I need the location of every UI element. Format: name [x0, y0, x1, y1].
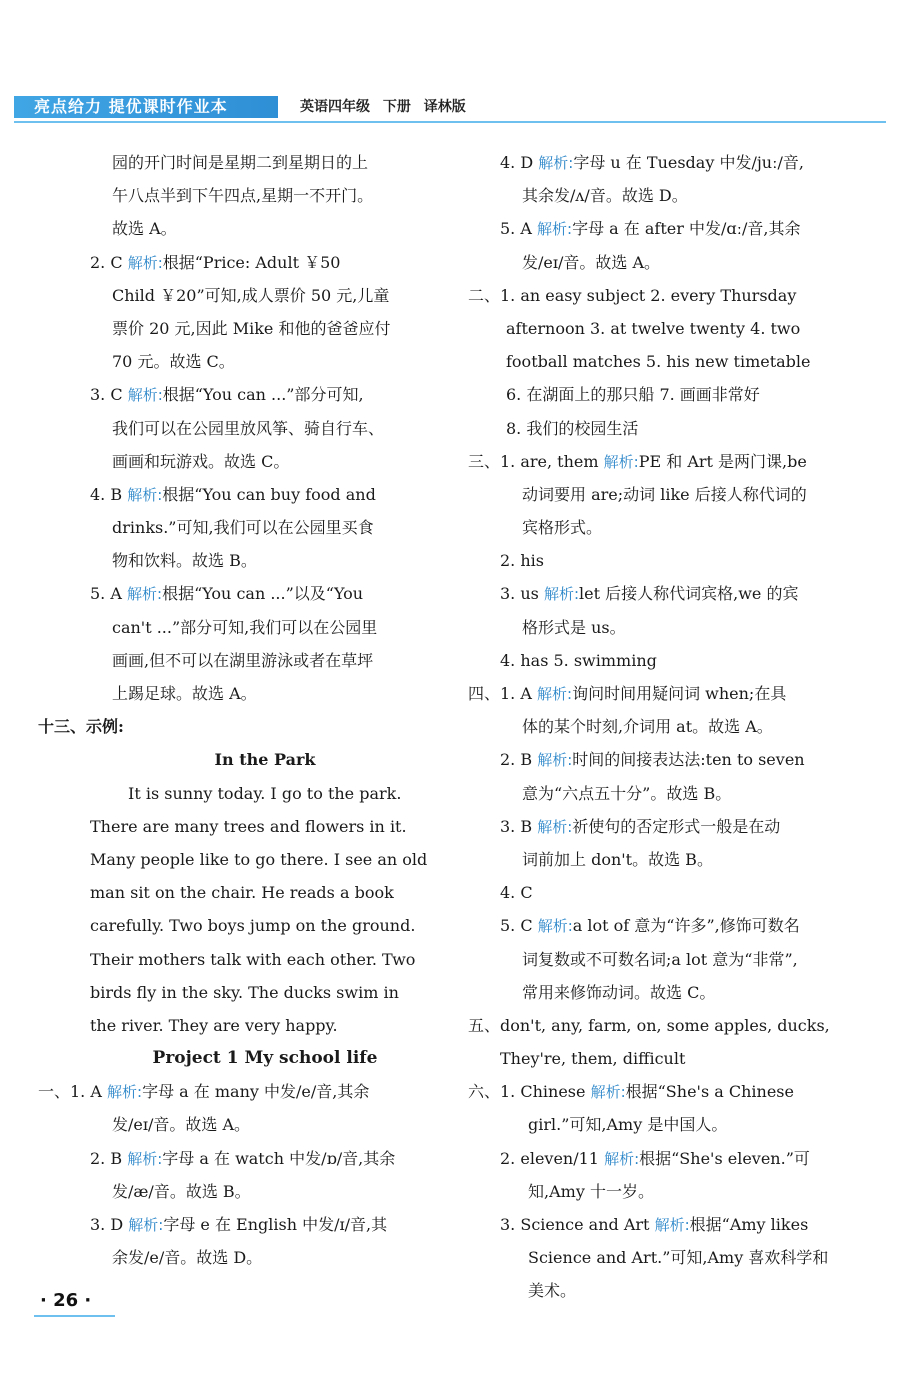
answer-line: 常用来修饰动词。故选 C。: [522, 982, 716, 1002]
analysis-label: 解析:: [603, 452, 639, 471]
essay-line: carefully. Two boys jump on the ground.: [90, 916, 416, 936]
answer-line: 词复数或不可数名词;a lot 意为“非常”,: [522, 949, 798, 969]
header-rule: [14, 121, 886, 123]
answer-line: 知,Amy 十一岁。: [528, 1181, 654, 1201]
answer-line: 2. C 解析:根据“Price: Adult ￥50: [90, 252, 341, 272]
answer-line: Science and Art.”可知,Amy 喜欢科学和: [528, 1248, 829, 1268]
answer-line: They're, them, difficult: [500, 1049, 686, 1069]
answer-line: afternoon 3. at twelve twenty 4. two: [506, 318, 801, 338]
answer-line: 我们可以在公园里放风筝、骑自行车、: [112, 418, 385, 438]
answer-line: 美术。: [528, 1281, 577, 1301]
answer-line: 格形式是 us。: [522, 617, 626, 637]
project-title: Project 1 My school life: [152, 1048, 378, 1069]
answer-line: girl.”可知,Amy 是中国人。: [528, 1115, 728, 1135]
analysis-label: 解析:: [127, 1149, 163, 1168]
answer-line: 六、1. Chinese 解析:根据“She's a Chinese: [468, 1082, 794, 1102]
essay-line: the river. They are very happy.: [90, 1015, 338, 1035]
page-header: [0, 88, 900, 124]
answer-line: 3. C 解析:根据“You can ...”部分可知,: [90, 385, 364, 405]
answer-line: 2. B 解析:时间的间接表达法:ten to seven: [500, 750, 805, 770]
answer-line: 5. C 解析:a lot of 意为“许多”,修饰可数名: [500, 916, 800, 936]
answer-line: 画画,但不可以在湖里游泳或者在草坪: [112, 650, 374, 670]
answer-line: 一、1. A 解析:字母 a 在 many 中发/e/音,其余: [38, 1082, 370, 1102]
answer-line: Child ￥20”可知,成人票价 50 元,儿童: [112, 285, 390, 305]
answer-line: 5. A 解析:根据“You can ...”以及“You: [90, 584, 364, 604]
answer-line: 3. B 解析:祈使句的否定形式一般是在动: [500, 816, 781, 836]
analysis-label: 解析:: [127, 585, 163, 604]
answer-line: 三、1. are, them 解析:PE 和 Art 是两门课,be: [468, 451, 807, 471]
answer-line: 意为“六点五十分”。故选 B。: [522, 783, 732, 803]
answer-line: 上踢足球。故选 A。: [112, 684, 257, 703]
analysis-label: 解析:: [537, 917, 573, 936]
series-brand-banner: 亮点给力 提优课时作业本: [14, 96, 278, 118]
answer-line: 动词要用 are;动词 like 后接人称代词的: [522, 484, 807, 504]
answer-line: 3. D 解析:字母 e 在 English 中发/ɪ/音,其: [90, 1215, 388, 1234]
answer-line: 4. has 5. swimming: [500, 650, 657, 670]
answer-line: can't ...”部分可知,我们可以在公园里: [112, 617, 378, 637]
answer-line: 午八点半到下午四点,星期一不开门。: [112, 186, 374, 206]
right-column: [468, 146, 860, 1308]
analysis-label: 解析:: [654, 1216, 690, 1234]
essay-line: birds fly in the sky. The ducks swim in: [90, 982, 399, 1002]
answer-line: 体的某个时刻,介词用 at。故选 A。: [522, 717, 773, 737]
analysis-label: 解析:: [127, 253, 163, 272]
section-heading: 十三、示例:: [38, 717, 124, 737]
answer-line: 3. Science and Art 解析:根据“Amy likes: [500, 1215, 809, 1234]
answer-line: 物和饮料。故选 B。: [112, 551, 257, 571]
page-number: · 26 ·: [40, 1290, 92, 1311]
answer-line: 其余发/ʌ/音。故选 D。: [522, 186, 688, 206]
answer-line: 2. eleven/11 解析:根据“She's eleven.”可: [500, 1148, 810, 1168]
answer-line: 4. C: [500, 883, 533, 903]
answer-line: 4. B 解析:根据“You can buy food and: [90, 484, 376, 504]
answer-line: 画画和玩游戏。故选 C。: [112, 451, 290, 471]
book-info: 英语四年级 下册 译林版: [300, 99, 466, 115]
answer-line: football matches 5. his new timetable: [506, 352, 811, 372]
answer-line: 四、1. A 解析:询问时间用疑问词 when;在具: [468, 684, 787, 703]
answer-line: 2. his: [500, 551, 544, 571]
essay-line: Their mothers talk with each other. Two: [90, 949, 416, 969]
answer-line: 2. B 解析:字母 a 在 watch 中发/ɒ/音,其余: [90, 1148, 396, 1168]
analysis-label: 解析:: [537, 220, 573, 239]
answer-line: 3. us 解析:let 后接人称代词宾格,we 的宾: [500, 584, 799, 604]
answer-line: 词前加上 don't。故选 B。: [522, 849, 713, 869]
analysis-label: 解析:: [107, 1083, 143, 1102]
answer-line: 园的开门时间是星期二到星期日的上: [112, 153, 369, 172]
essay-line: man sit on the chair. He reads a book: [90, 883, 394, 903]
answer-line: 8. 我们的校园生活: [506, 418, 639, 438]
answer-line: 5. A 解析:字母 a 在 after 中发/ɑː/音,其余: [500, 219, 801, 239]
analysis-label: 解析:: [604, 1149, 640, 1168]
answer-line: 6. 在湖面上的那只船 7. 画画非常好: [506, 385, 760, 405]
analysis-label: 解析:: [537, 817, 573, 836]
analysis-label: 解析:: [537, 685, 573, 703]
analysis-label: 解析:: [537, 751, 573, 770]
left-column: [38, 146, 440, 1274]
answer-line: drinks.”可知,我们可以在公园里买食: [112, 518, 374, 538]
essay-line: Many people like to go there. I see an old: [90, 849, 428, 869]
answer-line: 发/eɪ/音。故选 A。: [112, 1115, 251, 1135]
analysis-label: 解析:: [127, 386, 163, 405]
essay-line: It is sunny today. I go to the park.: [128, 783, 402, 803]
answer-line: 4. D 解析:字母 u 在 Tuesday 中发/juː/音,: [500, 153, 804, 172]
answer-line: 票价 20 元,因此 Mike 和他的爸爸应付: [112, 318, 391, 338]
analysis-label: 解析:: [543, 585, 580, 604]
answer-line: 70 元。故选 C。: [112, 352, 235, 372]
answer-line: 余发/e/音。故选 D。: [112, 1248, 263, 1268]
answer-line: 宾格形式。: [522, 518, 603, 538]
analysis-label: 解析:: [127, 485, 163, 504]
essay-title: In the Park: [214, 750, 316, 770]
answer-line: 发/æ/音。故选 B。: [112, 1181, 251, 1201]
answer-line: 故选 A。: [112, 219, 177, 239]
answer-line: 发/eɪ/音。故选 A。: [522, 252, 661, 272]
analysis-label: 解析:: [538, 154, 574, 172]
answer-line: 五、don't, any, farm, on, some apples, ducks,: [468, 1015, 830, 1035]
answer-line: 二、1. an easy subject 2. every Thursday: [468, 285, 797, 305]
analysis-label: 解析:: [590, 1083, 626, 1102]
essay-line: There are many trees and flowers in it.: [90, 816, 407, 836]
analysis-label: 解析:: [128, 1216, 164, 1234]
